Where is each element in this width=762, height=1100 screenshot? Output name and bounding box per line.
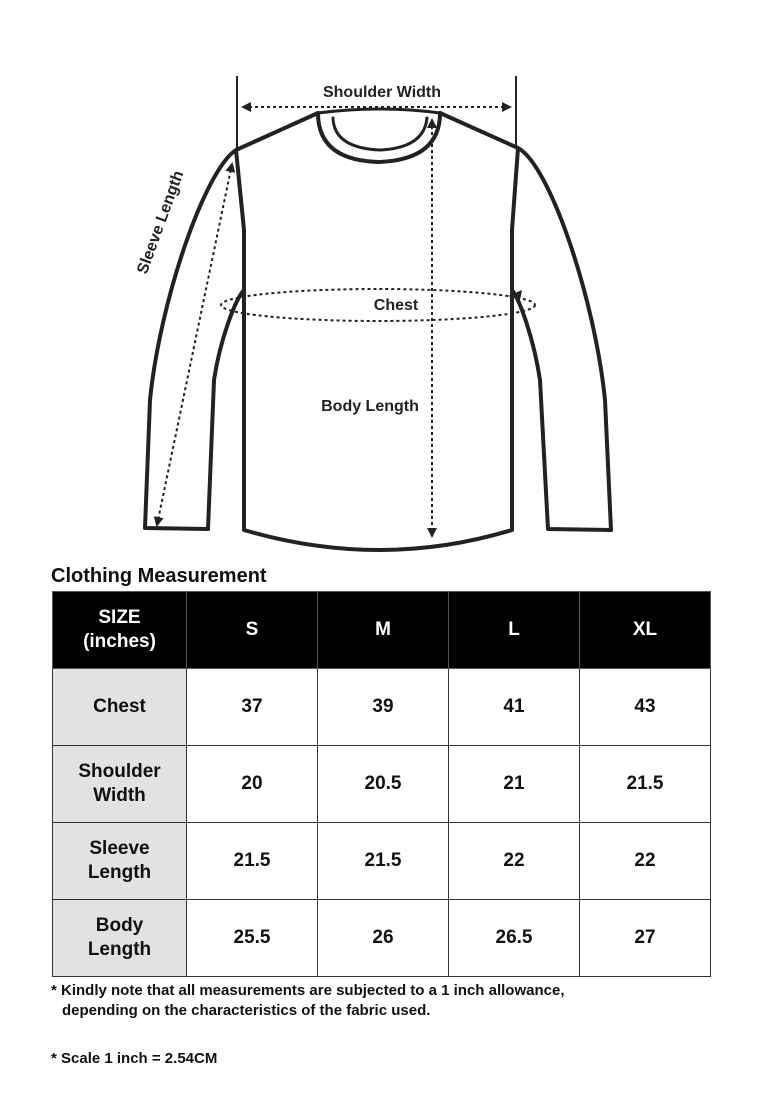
- table-cell: 21.5: [187, 823, 318, 900]
- size-xl-header: XL: [580, 592, 711, 669]
- allowance-note-line2: depending on the characteristics of the fabric used.: [62, 1002, 431, 1019]
- row-label-sleeve-length: [53, 823, 187, 900]
- neck-inner: [333, 118, 427, 150]
- table-row-body-length: [53, 900, 711, 977]
- shoulder-width-label: Shoulder Width: [322, 84, 442, 101]
- row-label-line1: Shoulder: [78, 761, 161, 782]
- row-label-shoulder-width: [53, 746, 187, 823]
- allowance-note-line1: * Kindly note that all measurements are subjected to a 1 inch allowance,: [51, 982, 565, 999]
- row-label-chest: [53, 669, 187, 746]
- table-cell: 39: [318, 669, 449, 746]
- size-l-header: L: [449, 592, 580, 669]
- table-cell: 21: [449, 746, 580, 823]
- sleeve-length-label: Sleeve Length: [134, 168, 188, 277]
- row-label-body-length: [53, 900, 187, 977]
- size-header-line2: (inches): [83, 631, 156, 652]
- table-cell: 21.5: [580, 746, 711, 823]
- table-cell: 37: [187, 669, 318, 746]
- row-label-line1: Body: [95, 915, 144, 936]
- sweater-body: [236, 113, 518, 550]
- table-cell: 22: [449, 823, 580, 900]
- sweater-outline: [145, 109, 611, 550]
- chest-label: Chest: [373, 297, 419, 314]
- table-row-sleeve-length: [53, 823, 711, 900]
- table-cell: 22: [580, 823, 711, 900]
- row-label-line1: Chest: [93, 696, 146, 717]
- table-cell: 41: [449, 669, 580, 746]
- size-m-header: M: [318, 592, 449, 669]
- table-row-chest: [53, 669, 711, 746]
- size-header-cell: [53, 592, 187, 669]
- table-row-shoulder-width: [53, 746, 711, 823]
- scale-note: * Scale 1 inch = 2.54CM: [51, 1050, 218, 1067]
- size-header-line1: SIZE: [98, 607, 141, 628]
- size-s-header: S: [187, 592, 318, 669]
- table-cell: 26.5: [449, 900, 580, 977]
- row-label-line1: Sleeve: [89, 838, 150, 859]
- table-title: Clothing Measurement: [51, 565, 267, 587]
- table-header-row: [53, 592, 711, 669]
- table-cell: 27: [580, 900, 711, 977]
- table-cell: 43: [580, 669, 711, 746]
- table-cell: 26: [318, 900, 449, 977]
- size-chart-table: [52, 591, 711, 977]
- table-cell: 20.5: [318, 746, 449, 823]
- table-cell: 21.5: [318, 823, 449, 900]
- right-sleeve: [512, 148, 611, 530]
- row-label-line2: Length: [87, 862, 152, 883]
- row-label-line2: Length: [87, 939, 152, 960]
- neck-top: [318, 109, 440, 113]
- body-length-label: Body Length: [321, 398, 419, 415]
- neck-outer: [318, 113, 440, 162]
- table-cell: 25.5: [187, 900, 318, 977]
- table-cell: 20: [187, 746, 318, 823]
- row-label-line2: Width: [93, 785, 146, 806]
